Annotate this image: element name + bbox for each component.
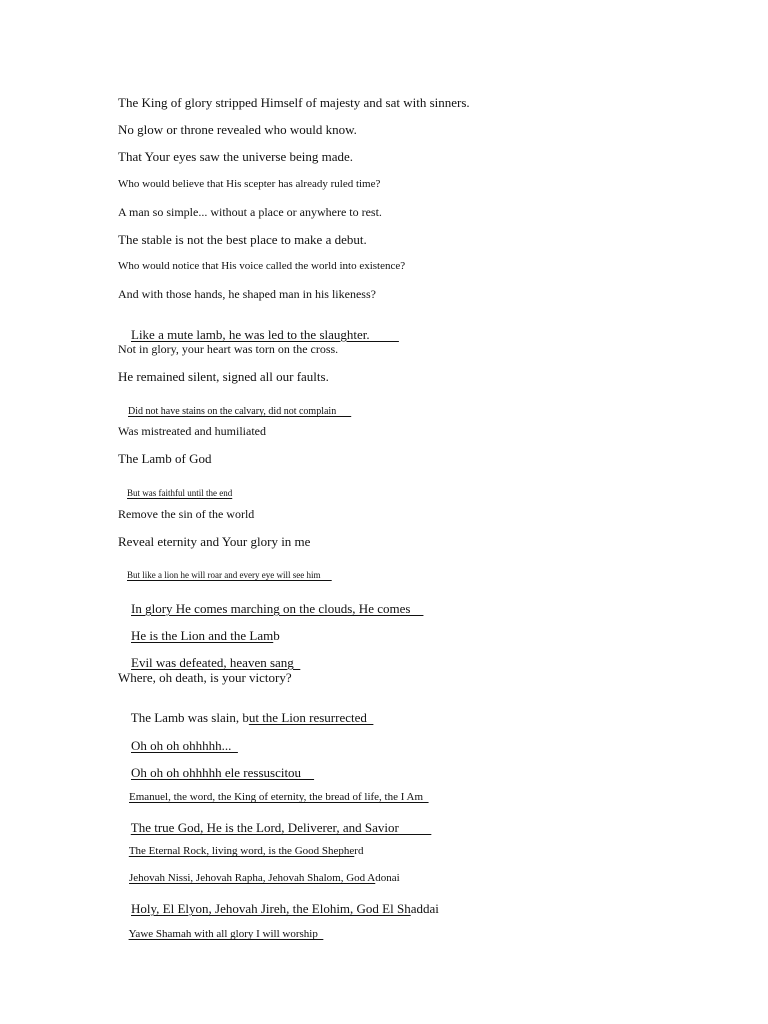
lyric-line xyxy=(118,562,332,589)
lyric-line: Was mistreated and humiliated xyxy=(118,424,266,438)
lyric-underlined: Evil was defeated, heaven sang xyxy=(131,655,301,670)
lyric-post: b xyxy=(273,628,280,643)
lyric-underlined: In glory He comes marching on the clouds, He comes xyxy=(131,601,424,616)
lyric-line xyxy=(118,918,323,951)
lyric-underlined: The true God, He is the Lord, Deliverer, and Savior xyxy=(130,820,432,835)
lyric-line: No glow or throne revealed who would know. xyxy=(118,122,357,137)
lyric-underlined: Holy, El Elyon, Jehovah Jireh, the Elohim, God El Sh xyxy=(131,901,411,916)
lyric-post: rd xyxy=(354,845,364,857)
lyric-pre: The Lamb was slain, b xyxy=(130,710,249,725)
lyric-line xyxy=(118,480,232,507)
lyric-line: Remove the sin of the world xyxy=(118,507,255,521)
lyric-line xyxy=(118,397,351,427)
lyric-line: Reveal eternity and Your glory in me xyxy=(118,534,311,549)
lyric-underlined: Oh oh oh ohhhhh ele ressuscitou xyxy=(131,765,315,780)
lyric-line: Not in glory, your heart was torn on the cross. xyxy=(118,342,339,356)
lyric-line: The Lamb of God xyxy=(118,451,212,466)
lyric-underlined: Emanuel, the word, the King of eternity, the bread of life, the I Am xyxy=(129,791,429,803)
lyric-line: He remained silent, signed all our faults. xyxy=(118,369,329,384)
lyric-line: That Your eyes saw the universe being made. xyxy=(118,149,354,164)
lyric-line: And with those hands, he shaped man in his likeness? xyxy=(118,287,376,301)
lyric-line: The King of glory stripped Himself of majesty and sat with sinners. xyxy=(118,95,470,110)
lyric-line: Who would notice that His voice called the world into existence? xyxy=(118,260,406,272)
lyric-underlined: Like a mute lamb, he was led to the slaughter. xyxy=(131,327,399,342)
lyric-underlined: He is the Lion and the Lam xyxy=(131,628,274,643)
lyric-underlined: Yawe Shamah with all glory I will worship xyxy=(128,928,324,940)
lyric-underlined: Did not have stains on the calvary, did not complain xyxy=(128,406,352,417)
lyric-underlined: ut the Lion resurrected xyxy=(248,710,374,725)
lyric-line: Where, oh death, is your victory? xyxy=(118,670,292,685)
lyric-underlined: But like a lion he will roar and every eye will see him xyxy=(127,570,332,580)
lyric-line: Who would believe that His scepter has already ruled time? xyxy=(118,178,381,190)
lyric-post: addai xyxy=(410,901,439,916)
lyric-line: The stable is not the best place to make a debut. xyxy=(118,232,367,247)
lyric-line: A man so simple... without a place or anywhere to rest. xyxy=(118,205,382,219)
lyric-underlined: Oh oh oh ohhhhh... xyxy=(131,738,238,753)
lyric-underlined: But was faithful until the end xyxy=(127,488,233,498)
lyric-post: donai xyxy=(375,872,400,884)
lyric-underlined: Jehovah Nissi, Jehovah Rapha, Jehovah Shalom, God A xyxy=(129,872,376,884)
lyric-underlined: The Eternal Rock, living word, is the Good Shephe xyxy=(128,845,355,857)
